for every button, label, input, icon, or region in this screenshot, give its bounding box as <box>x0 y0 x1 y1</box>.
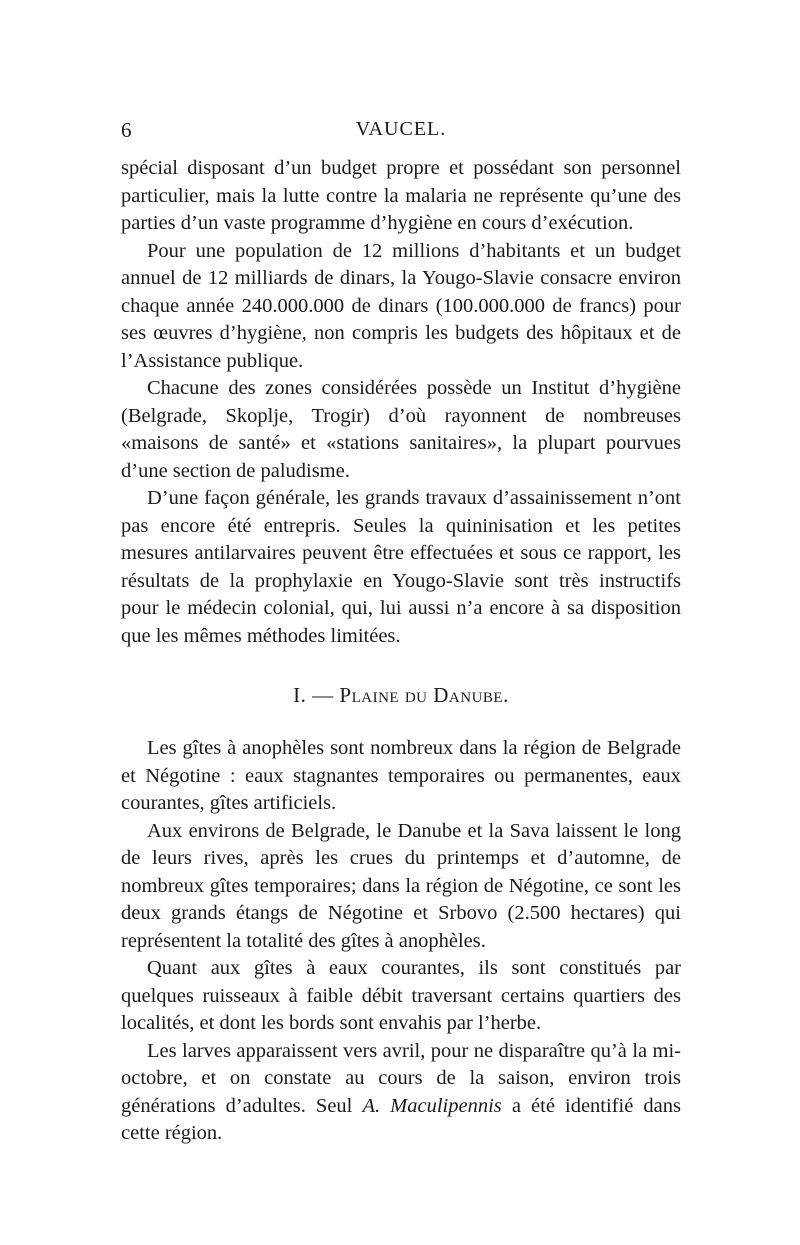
paragraph: Chacune des zones considérées possède un Institut d’hygiène (Belgrade, Skoplje, Trogir) d’où rayonnent de nombreuses «maisons de santé» et «stations sanitaires», la plupart pourvues d’une section de paludisme. <box>121 377 681 482</box>
paragraph-text: a été identifié dans cette région. <box>121 1094 681 1144</box>
body-text-section <box>121 735 681 1148</box>
paragraph: spécial disposant d’un budget propre et possédant son personnel particulier, mais la lutte contre la malaria ne représente qu’une des parties d’un vaste programme d’hygiène en cours d’exécution. <box>121 157 681 234</box>
section-numeral: I. — <box>293 683 334 707</box>
species-name: A. Maculipennis <box>362 1094 502 1117</box>
section-heading <box>121 683 681 708</box>
running-title: VAUCEL. <box>355 118 447 140</box>
paragraph-text: Les larves apparaissent vers avril, pour ne disparaître qu’à la mi-octobre, et on constate au cours de la saison, environ trois générations d’adultes. Seul <box>121 1039 681 1117</box>
paragraph: D’une façon générale, les grands travaux d’assainissement n’ont pas encore été entrepris. Seules la quininisation et les petites mesures antilarvaires peuvent être effectuées et sous ce rapport, les résultats de la prophylaxie en Yougo-Slavie sont très instructifs pour le médecin colonial, qui, lui aussi n’a encore à sa disposition que les mêmes méthodes limitées. <box>121 487 681 647</box>
paragraph: Pour une population de 12 millions d’habitants et un budget annuel de 12 milliards de dinars, la Yougo-Slavie consacre environ chaque année 240.000.000 de dinars (100.000.000 de francs) pour ses œuvres d’hygiène, non compris les budgets des hôpitaux et de l’Assistance publique. <box>121 239 681 372</box>
body-text-intro <box>121 155 681 650</box>
running-head <box>121 118 681 146</box>
page-number: 6 <box>121 118 132 142</box>
paragraph <box>121 1038 681 1148</box>
paragraph: Les gîtes à anophèles sont nombreux dans la région de Belgrade et Négotine : eaux stagnantes temporaires ou permanentes, eaux courantes, gîtes artificiels. <box>121 737 681 814</box>
section-title: Plaine du Danube. <box>339 683 509 707</box>
paragraph: Aux environs de Belgrade, le Danube et la Sava laissent le long de leurs rives, après les crues du printemps et d’automne, de nombreux gîtes temporaires; dans la région de Négotine, ce sont les deux grands étangs de Négotine et Srbovo (2.500 hectares) qui représentent la totalité des gîtes à anophèles. <box>121 819 681 952</box>
paragraph: Quant aux gîtes à eaux courantes, ils sont constitués par quelques ruisseaux à faible débit traversant certains quartiers des localités, et dont les bords sont envahis par l’herbe. <box>121 957 681 1034</box>
